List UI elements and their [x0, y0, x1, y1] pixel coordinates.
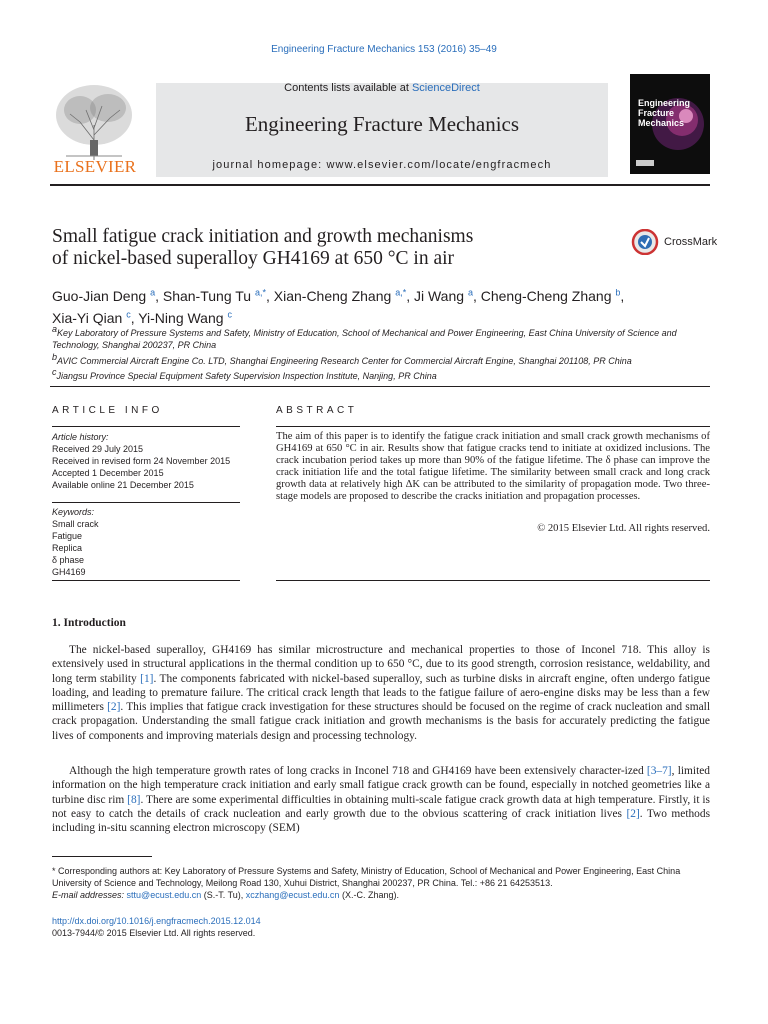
article-info-divider [52, 426, 240, 427]
paragraph-text: The nickel-based superalloy, GH4169 has similar microstructure and mechanical properties to those of Inconel 718. This alloy is extensively used in structural applications in the thermal condition up to 650 °C, due to its good strength, corrosion resistance, weldability, and long term stability [52, 644, 710, 685]
history-item: Received in revised form 24 November 2015 [52, 456, 231, 466]
citation-link[interactable]: [1] [140, 672, 154, 685]
citation-link[interactable]: [3–7] [646, 765, 672, 777]
history-item: Accepted 1 December 2015 [52, 468, 164, 478]
citation-link[interactable]: [2] [626, 807, 640, 820]
keyword: GH4169 [52, 567, 86, 577]
history-item: Available online 21 December 2015 [52, 480, 194, 490]
cover-title: Engineering Fracture Mechanics [638, 98, 691, 128]
abstract-text: The aim of this paper is to identify the fatigue crack initiation and small crack growth mechanisms of GH4169 at 650 °C in air. Results show that fatigue cracks tend to initiate at oxidized inclusions. The crack incubation period takes up more than 90% of the fatigue lifetime. The δ phase can improve the crack initiation life and the total fatigue lifetime. The similarity between small crack and long crack growth data at relatively high ΔK can be attributed to the similarity of propagation mode. Two three-stage models are proposed to describe the cracks initiation and propagation processes. [276, 431, 710, 503]
abstract-bottom-rule [276, 580, 710, 581]
article-info-heading: ARTICLE INFO [52, 405, 163, 416]
paragraph-text: . The components fabricated with nickel-based superalloy, such as turbine disks in aircraft engine, often undergo fatigue loading, and leading to premature failure. The critical crack length that leads to the fatigue failure of aero-engine disks may be less than a few millimeters [52, 672, 711, 714]
title-line-2: of nickel-based superalloy GH4169 at 650 °C in air [52, 248, 455, 269]
paragraph-2 [52, 764, 710, 835]
keyword: δ phase [52, 555, 85, 565]
journal-name: Engineering Fracture Mechanics [244, 112, 520, 136]
paragraph-text: , limited information on the high temperature crack initiation and early small fatigue crack growth can be found, especially in notched geometries like a turbine disc rim [52, 765, 710, 806]
keywords [52, 506, 242, 578]
keyword: Fatigue [52, 531, 83, 541]
paragraph-text: . Two methods including in-situ scanning electron microscopy (SEM) [52, 807, 710, 835]
paragraph-1 [52, 643, 710, 743]
keyword: Small crack [52, 519, 99, 529]
homepage-prefix: journal homepage: [212, 159, 327, 171]
paragraph-text: Although the high temperature growth rates of long cracks in Inconel 718 and GH4169 have been extensively character-ized [69, 765, 647, 777]
elsevier-wordmark: ELSEVIER [53, 157, 137, 176]
author-list [52, 283, 712, 328]
paragraph-text: . This implies that fatigue crack investigation for these structures should be focused on the regime of crack nucleation and small crack propagation. Understanding the small fatigue crack initiation and growth mechanisms is the basis for accurately predicting the fatigue lives of components and improving materials design and processing technology. [52, 701, 710, 742]
homepage-url-link[interactable]: www.elsevier.com/locate/engfracmech [326, 159, 552, 171]
corresponding-author-footnote [52, 865, 710, 902]
abstract-heading: ABSTRACT [276, 405, 358, 416]
article-history [52, 431, 242, 491]
journal-reference-link[interactable]: Engineering Fracture Mechanics 153 (2016) 35–49 [271, 44, 497, 55]
author: Cheng-Cheng Zhang $^b$, [480, 287, 625, 304]
email-link[interactable]: sttu@ecust.edu.cn [126, 890, 202, 901]
affiliation: $^c$Jiangsu Province Special Equipment Safety Supervision Inspection Institute, Nanjing, PR China [52, 367, 437, 382]
footnote-text: Corresponding authors at: Key Laboratory of Pressure Systems and Safety, Ministry of Education, School of Mechanical and Power Engineering, East China University of Science and Technology, Meilong Road 130, Xuhui District, Shanghai 200237, PR China. Tel.: +86 21 64253513. [52, 866, 681, 889]
author: Xian-Cheng Zhang $^{a,*}$, [273, 287, 414, 304]
doi-link[interactable]: http://dx.doi.org/10.1016/j.engfracmech.2015.12.014 [52, 916, 261, 926]
author: Yi-Ning Wang $^c$ [138, 309, 232, 327]
affiliations [52, 324, 712, 383]
citation-link[interactable]: [2] [107, 701, 121, 714]
journal-homepage [156, 159, 608, 171]
keyword: Replica [52, 543, 83, 553]
history-item: Received 29 July 2015 [52, 444, 144, 454]
keywords-divider [52, 502, 240, 503]
sciencedirect-link[interactable]: ScienceDirect [411, 82, 480, 94]
email-owner: (S.-T. Tu), [201, 890, 246, 901]
affiliation: $^a$Key Laboratory of Pressure Systems and Safety, Ministry of Education, School of Mechanical and Power Engineering, East China University of Science and Technology, Shanghai 200237, PR China [52, 324, 677, 350]
email-owner: (X.-C. Zhang). [339, 890, 399, 901]
header-divider [50, 184, 710, 186]
title-line-1: Small fatigue crack initiation and growth mechanisms [52, 226, 474, 247]
author: Ji Wang $^a$, [413, 287, 481, 304]
article-info-bottom-rule [52, 580, 240, 581]
article-title [52, 226, 552, 270]
section-heading: 1. Introduction [52, 617, 126, 629]
paragraph-text: . There are some experimental difficulties in obtaining multi-scale fatigue crack growth data at high temperature. Firstly, it is not easy to catch the details of crack nucleation and early growth due to the obvious scattering of crack initiation lives [52, 793, 710, 820]
paragraph [52, 643, 710, 743]
affiliation: $^b$AVIC Commercial Aircraft Engine Co. LTD, Shanghai Engineering Research Center for Commercial Aircraft Engine, Shanghai 201108, PR China [52, 351, 632, 366]
email-label: E-mail addresses: [52, 890, 125, 901]
crossmark-label[interactable]: CrossMark [664, 236, 718, 248]
citation-link[interactable]: [8] [127, 793, 141, 806]
email-link[interactable]: xczhang@ecust.edu.cn [245, 890, 340, 901]
keywords-label: Keywords: [52, 507, 95, 517]
author: Shan-Tung Tu $^{a,*}$, [162, 287, 274, 304]
history-label: Article history: [52, 432, 109, 442]
issn-copyright: 0013-7944/© 2015 Elsevier Ltd. All rights reserved. [52, 928, 256, 938]
author: Guo-Jian Deng $^a$, [52, 287, 163, 304]
contents-line [156, 82, 608, 94]
section-divider [50, 386, 710, 387]
author: Xia-Yi Qian $^c$, [52, 309, 139, 327]
footnote-mark: * [52, 866, 56, 876]
contents-prefix: Contents lists available at [284, 82, 412, 94]
footnote-rule [52, 856, 152, 857]
abstract-copyright: © 2015 Elsevier Ltd. All rights reserved. [537, 523, 710, 534]
paragraph [52, 764, 710, 835]
abstract-divider [276, 426, 710, 427]
